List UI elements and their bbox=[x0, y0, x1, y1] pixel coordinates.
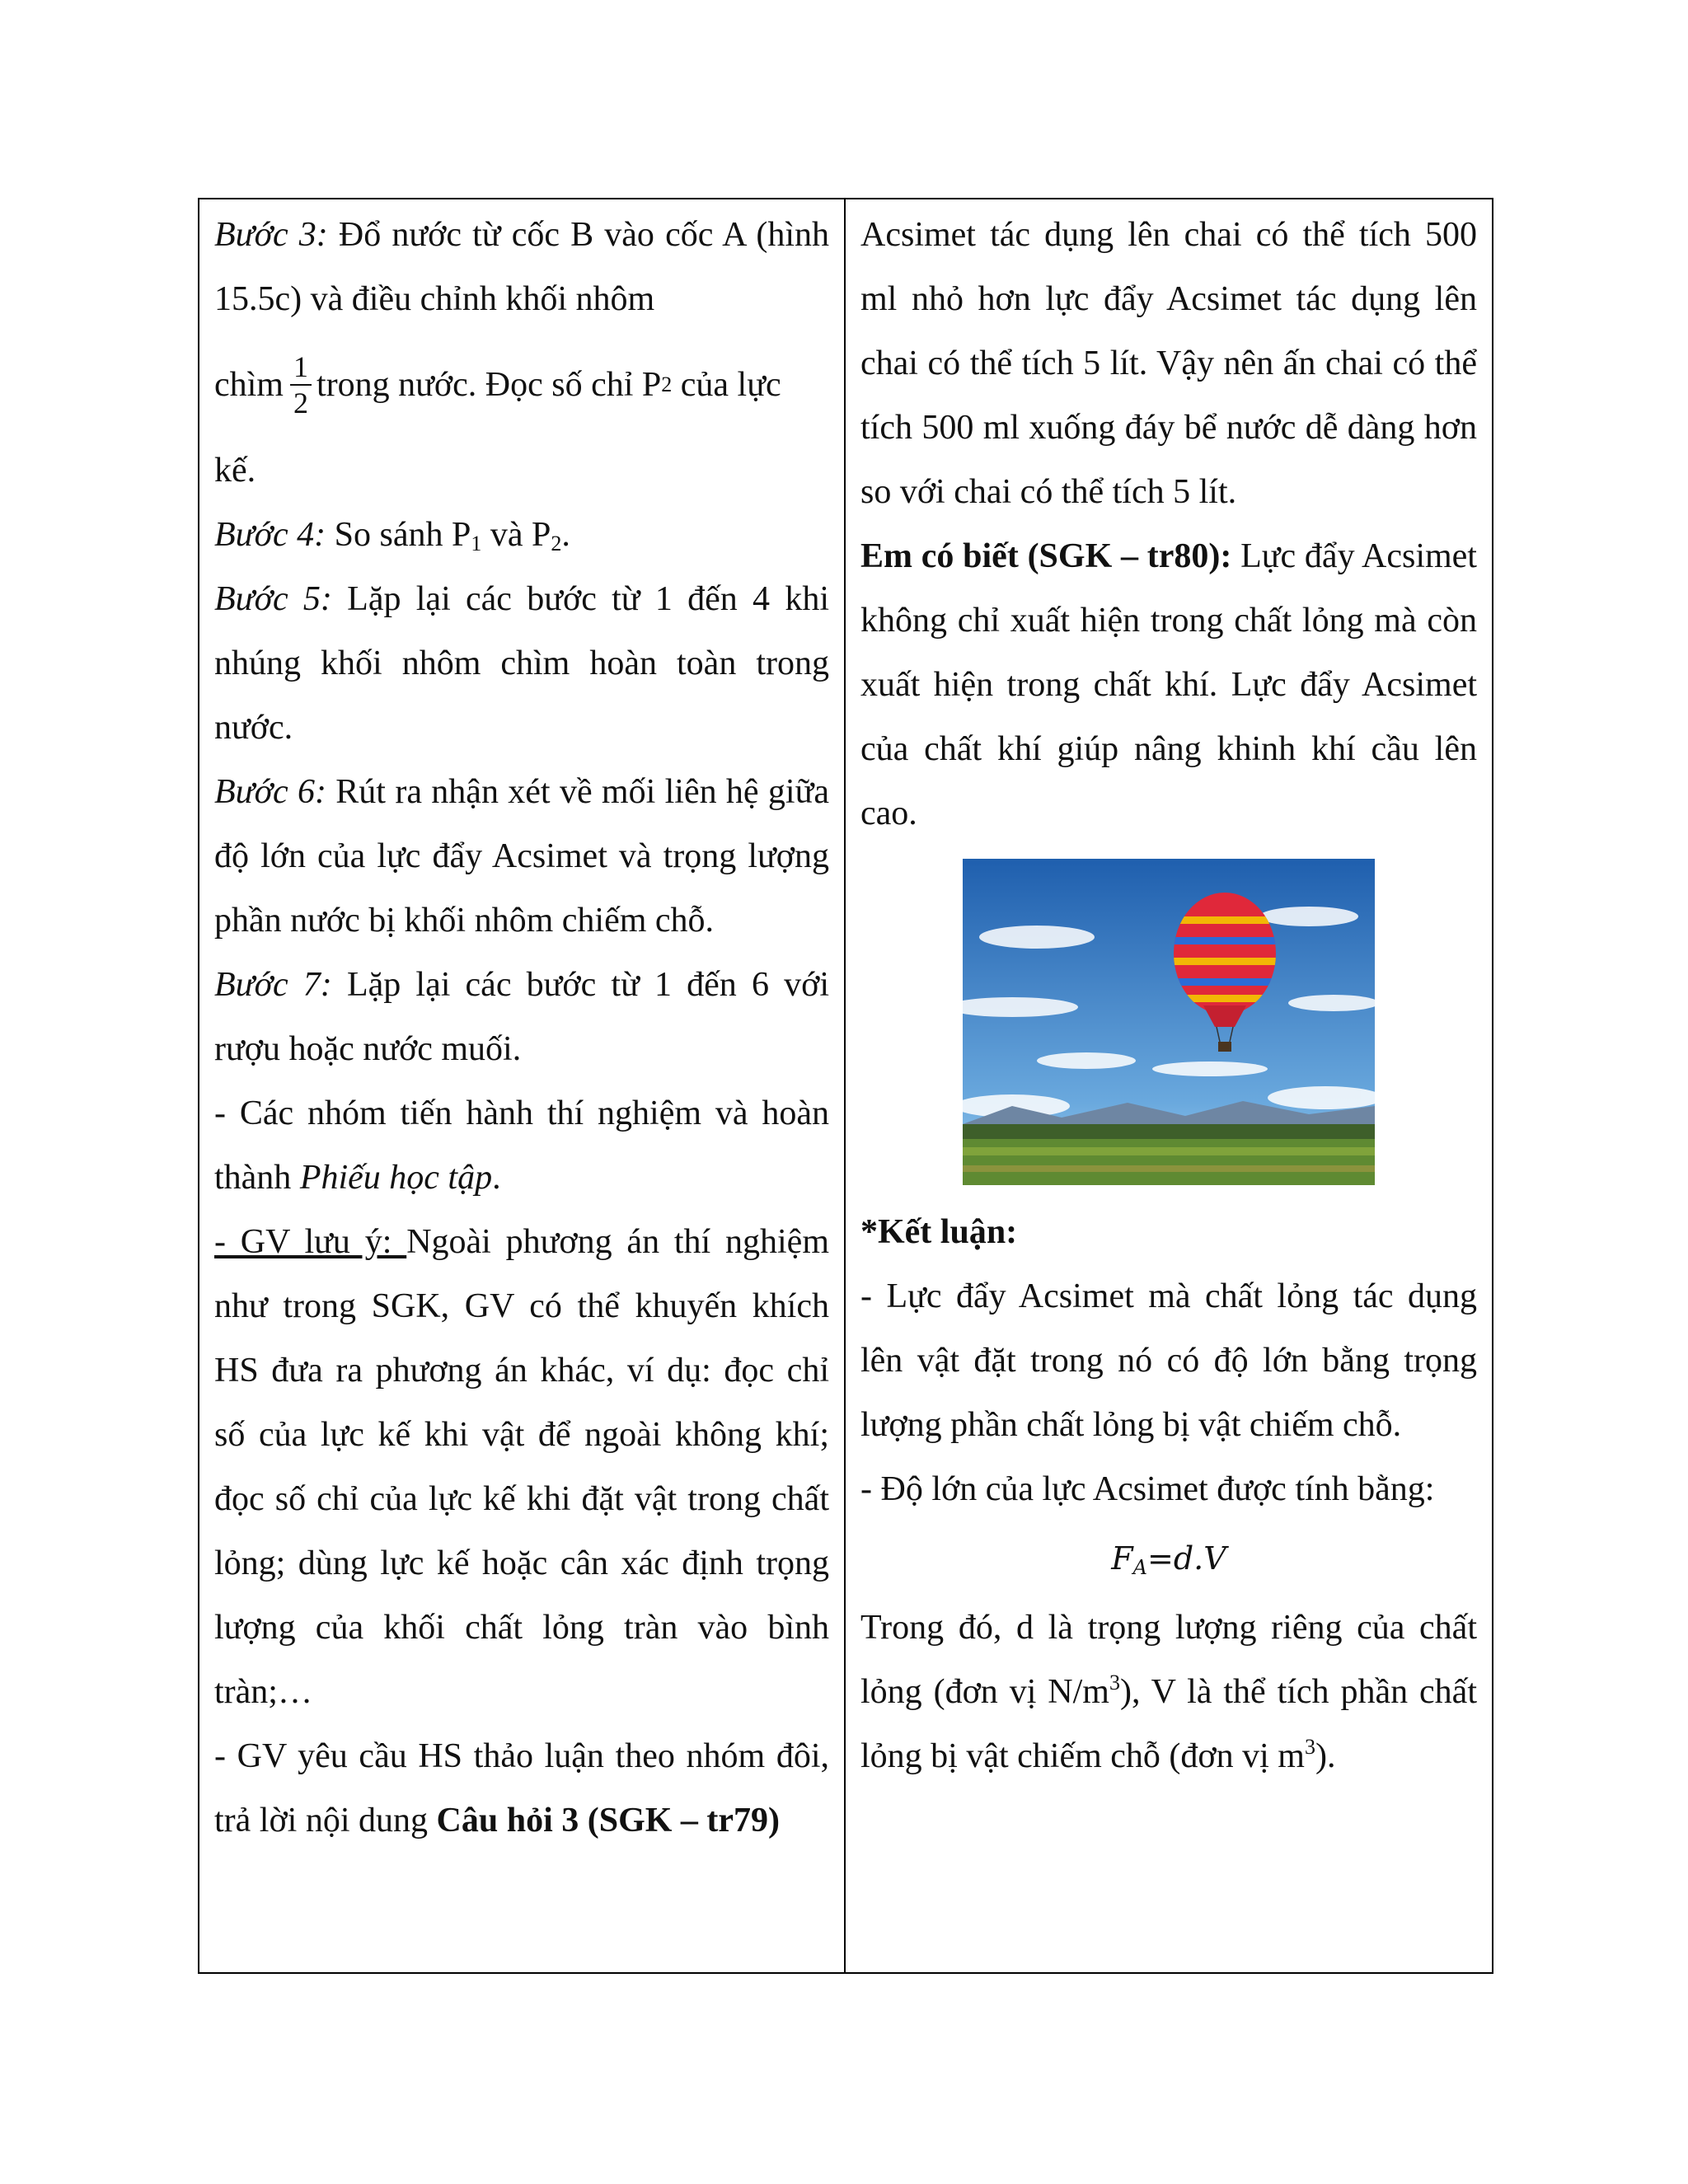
left-column bbox=[199, 199, 846, 1972]
hot-air-balloon-photo bbox=[963, 859, 1375, 1185]
balloon-basket bbox=[1218, 1042, 1231, 1052]
formula-explanation: Trong đó, d là trọng lượng riêng của chất lỏng (đơn vị $N/m^3$), V là thể tích phần chất lỏng bị vật chiếm chỗ (đơn vị $m^3$). bbox=[860, 1609, 1477, 1775]
conclusion-2: - Độ lớn của lực Acsimet được tính bằng: bbox=[860, 1470, 1435, 1508]
step-3: Bước 3: Đổ nước từ cốc B vào cốc A (hình 15.5c) và điều chỉnh khối nhôm bbox=[214, 216, 829, 318]
groups-instruction: - Các nhóm tiến hành thí nghiệm và hoàn thành Phiếu học tập. bbox=[214, 1094, 829, 1197]
conclusion-title: *Kết luận: bbox=[860, 1213, 1018, 1251]
step-6: Bước 6: Rút ra nhận xét về mối liên hệ giữa độ lớn của lực đẩy Acsimet và trọng lượng phần nước bị khối nhôm chiếm chỗ. bbox=[214, 773, 829, 940]
step-3-fraction-line: chìm $\frac{1}{2}$ trong nước. Đọc số chỉ P 2 của lực bbox=[214, 350, 781, 419]
intro-paragraph: Acsimet tác dụng lên chai có thể tích 500 ml nhỏ hơn lực đẩy Acsimet tác dụng lên chai có thể tích 5 lít. Vậy nên ấn chai có thể tích 500 ml xuống đáy bể nước dễ dàng hơn so với chai có thể tích 5 lít. bbox=[860, 216, 1477, 511]
step-4: Bước 4: So sánh $P_1$ và $P_2$. bbox=[214, 516, 570, 555]
discussion-instruction: - GV yêu cầu HS thảo luận theo nhóm đôi, trả lời nội dung Câu hỏi 3 (SGK – tr79) bbox=[214, 1737, 829, 1840]
did-you-know: Em có biết (SGK – tr80): Lực đẩy Acsimet không chỉ xuất hiện trong chất lỏng mà còn xuất hiện trong chất khí. Lực đẩy Acsimet của chất khí giúp nâng khinh khí cầu lên cao. bbox=[860, 537, 1477, 832]
right-column bbox=[846, 199, 1492, 1972]
treeline bbox=[963, 1124, 1375, 1141]
field bbox=[963, 1139, 1375, 1185]
content-table bbox=[198, 198, 1493, 1974]
teacher-note: - GV lưu ý: Ngoài phương án thí nghiệm như trong SGK, GV có thể khuyến khích HS đưa ra phương án khác, ví dụ: đọc chỉ số của lực kế khi vật để ngoài không khí; đọc số chỉ của lực kế khi đặt vật trong chất lỏng; dùng lực kế hoặc cân xác định trọng lượng của khối chất lỏng tràn vào bình tràn;… bbox=[214, 1223, 829, 1711]
fraction-one-half: $\frac{1}{2}$ bbox=[290, 351, 312, 419]
step-7: Bước 7: Lặp lại các bước từ 1 đến 6 với rượu hoặc nước muối. bbox=[214, 966, 829, 1068]
step-3-end: kế. bbox=[214, 452, 256, 490]
balloon-photo-wrap bbox=[860, 846, 1477, 1200]
step-5: Bước 5: Lặp lại các bước từ 1 đến 4 khi nhúng khối nhôm chìm hoàn toàn trong nước. bbox=[214, 580, 829, 747]
conclusion-1: - Lực đẩy Acsimet mà chất lỏng tác dụng lên vật đặt trong nó có độ lớn bằng trọng lượng phần chất lỏng bị vật chiếm chỗ. bbox=[860, 1277, 1477, 1444]
archimedes-formula: $F_A=d.V$ bbox=[1111, 1540, 1226, 1579]
